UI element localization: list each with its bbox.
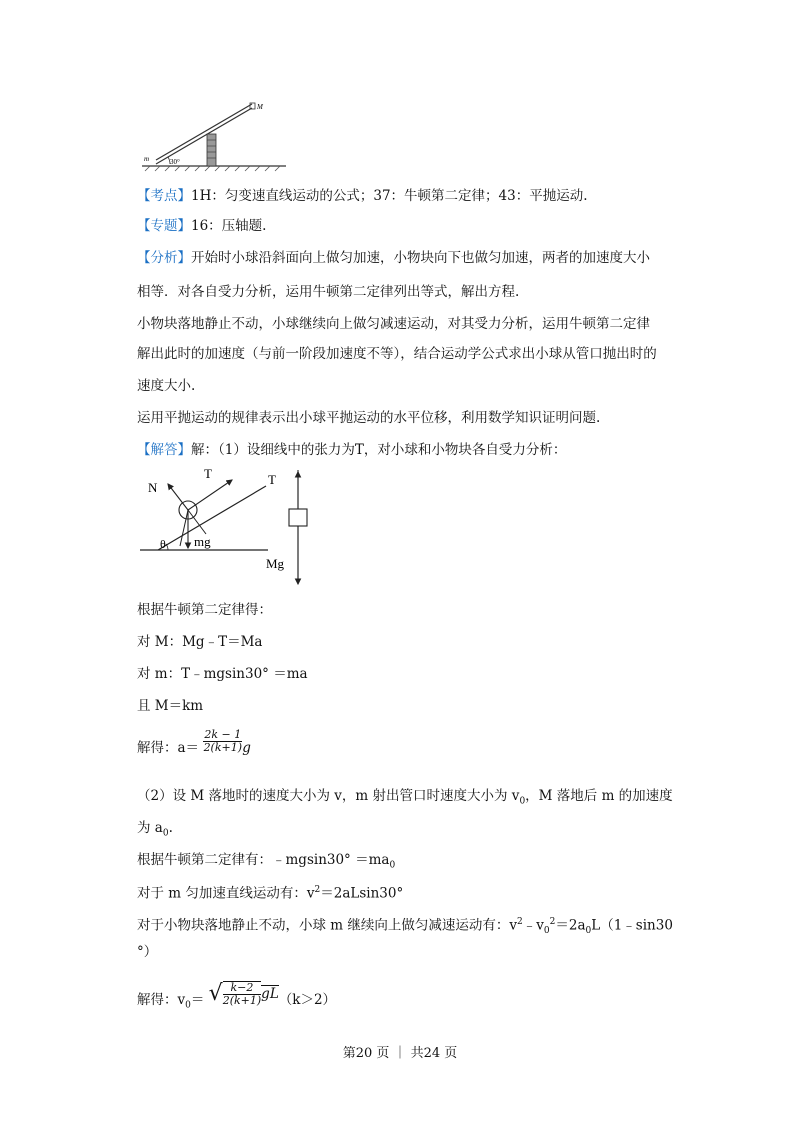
sqrt-den: 2(k+1) xyxy=(222,993,262,1007)
p1-line1: 根据牛顿第二定律得： xyxy=(137,602,272,618)
p2-line7: 解得：$v_0=$ √ $\frac{k-2}{2(k+1)}$ gL（k＞2） xyxy=(137,980,337,1011)
sqrt-gL: gL xyxy=(261,985,279,1002)
fenxi-text-1: 开始时小球沿斜面向上做匀加速，小物块向下也做匀加速，两者的加速度大小 xyxy=(191,250,650,266)
p2-line5: 对于小物块落地静止不动，小球 m 继续向上做匀减速运动有：$v^2﹣v_0^2=2a_0L(1﹣\sin 30$ xyxy=(137,917,673,937)
fenxi-line6: 运用平抛运动的规律表示出小球平抛运动的水平位移，利用数学知识证明问题. xyxy=(137,410,601,426)
jieda-tag: 【解答】 xyxy=(137,442,191,458)
fenxi-line3: 小物块落地静止不动，小球继续向上做匀减速运动，对其受力分析，运用牛顿第二定律 xyxy=(137,316,650,332)
fraction-a-num: 2k − 1 xyxy=(204,728,242,741)
sqrt-num: k−2 xyxy=(223,982,261,995)
jieda-text: 解：（1）设细线中的张力为T，对小球和小物块各自受力分析： xyxy=(191,442,567,458)
label-T-incline: T xyxy=(268,472,276,487)
p2-line1: （2）设 M 落地时的速度大小为 v，m 射出管口时速度大小为 $v_0$，M 落地后 m 的加速度 xyxy=(137,788,673,807)
label-Mg: Mg xyxy=(266,556,285,571)
label-N: N xyxy=(148,480,158,495)
incline-figure xyxy=(140,100,290,172)
force-diagram xyxy=(138,464,318,588)
p2-line4: 对于 m 匀加速直线运动有：$v^2=2aLsin30^\circ$ xyxy=(137,885,404,902)
kaodian-line xyxy=(137,186,588,206)
label-M: M xyxy=(257,103,263,111)
page-footer: 第20 页 ｜ 共24 页 xyxy=(342,1046,458,1061)
label-m: m xyxy=(144,155,150,163)
zhuanti-tag: 【专题】 xyxy=(137,218,191,234)
p1-line3: 对 m：T﹣mgsin30° ＝ma xyxy=(137,666,308,682)
jieda-line xyxy=(137,440,566,460)
fraction-a xyxy=(203,729,242,754)
label-mg: mg xyxy=(194,534,211,549)
fenxi-line2: 相等．对各自受力分析，运用牛顿第二定律列出等式，解出方程. xyxy=(137,284,520,300)
label-theta: θ xyxy=(160,537,166,551)
p1-solve-prefix: 解得：a＝ xyxy=(137,740,200,756)
fraction-a-g: g xyxy=(242,740,251,756)
label-angle: 30° xyxy=(170,158,180,166)
p1-line2: 对 M：Mg﹣T＝Ma xyxy=(137,634,263,650)
p2-line3: 根据牛顿第二定律有：﹣mgsin30° $=ma_0$ xyxy=(137,852,396,871)
kaodian-tag: 【考点】 xyxy=(137,188,191,204)
sqrt-expression: √ $\frac{k-2}{2(k+1)}$ gL xyxy=(208,980,279,1007)
zhuanti-line xyxy=(137,216,266,236)
fenxi-line4: 解出此时的加速度（与前一阶段加速度不等），结合运动学公式求出小球从管口抛出时的 xyxy=(137,346,657,362)
fraction-a-den: 2(k+1) xyxy=(203,741,243,754)
p2-line2: 为 $a_0$. xyxy=(137,820,173,839)
p2-condition: （k＞2） xyxy=(278,992,337,1008)
zhuanti-text: 16：压轴题. xyxy=(191,218,267,234)
p2-line6: °） xyxy=(137,944,158,960)
label-T-ball: T xyxy=(204,466,212,481)
kaodian-text: 1H：匀变速直线运动的公式；37：牛顿第二定律；43：平抛运动. xyxy=(191,188,588,204)
p1-line5 xyxy=(137,728,251,758)
fenxi-line5: 速度大小. xyxy=(137,378,196,394)
p1-line4: 且 M＝km xyxy=(137,698,204,714)
fenxi-line1 xyxy=(137,248,650,268)
fenxi-tag: 【分析】 xyxy=(137,250,191,266)
